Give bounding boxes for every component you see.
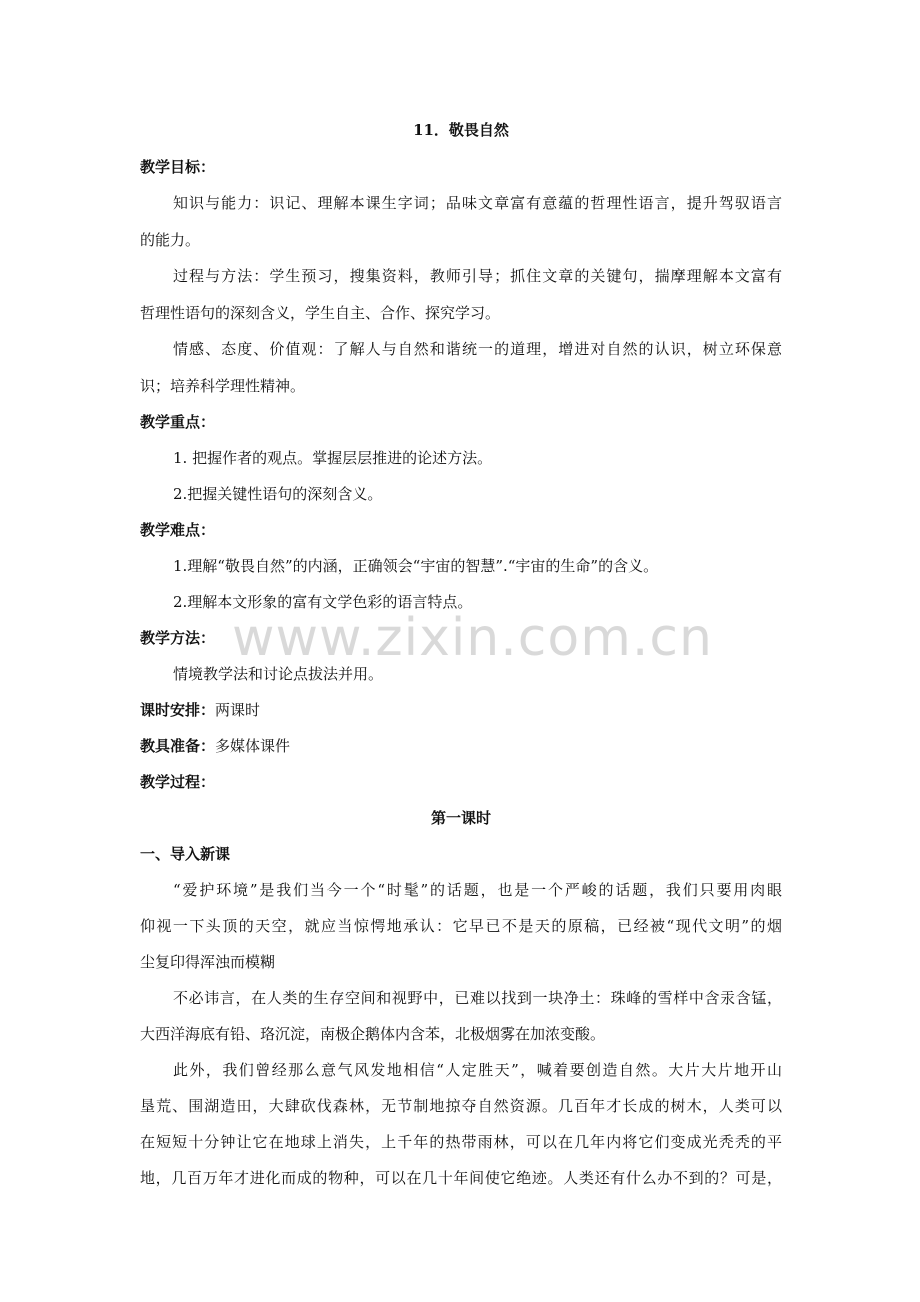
methods-heading: 教学方法： bbox=[140, 629, 216, 647]
goal-emotion-line1: 情感、态度、价值观：了解人与自然和谐统一的道理，增进对自然的认识，树立环保意 bbox=[173, 340, 782, 358]
intro-heading: 一、导入新课 bbox=[140, 845, 231, 863]
tools-value: 多媒体课件 bbox=[215, 737, 291, 755]
watermark: www.zixin.com.cn bbox=[232, 608, 713, 668]
tools-label: 教具准备： bbox=[140, 737, 216, 755]
paragraph3-line3: 在短短十分钟让它在地球上消失，上千年的热带雨林，可以在几年内将它们变成光秃秃的平 bbox=[140, 1133, 782, 1151]
key-points-heading: 教学重点： bbox=[140, 413, 216, 431]
paragraph3-line1: 此外，我们曾经那么意气风发地相信“人定胜天”，喊着要创造自然。大片大片地开山 bbox=[173, 1061, 782, 1079]
schedule-label: 课时安排： bbox=[140, 701, 216, 719]
lesson-heading: 第一课时 bbox=[430, 809, 491, 827]
paragraph1-line1: “爱护环境”是我们当今一个“时髦”的话题，也是一个严峻的话题，我们只要用肉眼 bbox=[173, 881, 782, 899]
paragraph1-line2: 仰视一下头顶的天空，就应当惊愕地承认：它早已不是天的原稿，已经被“现代文明”的烟 bbox=[140, 917, 782, 935]
methods-text: 情境教学法和讨论点拔法并用。 bbox=[173, 665, 384, 683]
difficulty-2: 2.理解本文形象的富有文学色彩的语言特点。 bbox=[173, 593, 473, 611]
paragraph2-line2: 大西洋海底有铅、珞沉淀，南极企鹅体内含苯，北极烟雾在加浓变酸。 bbox=[140, 1025, 606, 1043]
tools-line bbox=[140, 737, 290, 755]
goals-heading: 教学目标： bbox=[140, 158, 216, 176]
key-point-2: 2.把握关键性语句的深刻含义。 bbox=[173, 485, 383, 503]
goal-knowledge-line1: 知识与能力：识记、理解本课生字词；品味文章富有意蕴的哲理性语言，提升驾驭语言 bbox=[173, 194, 782, 212]
difficulty-1: 1.理解“敬畏自然”的内涵，正确领会“宇宙的智慧”.“宇宙的生命”的含义。 bbox=[173, 557, 659, 575]
paragraph2-line1: 不必讳言，在人类的生存空间和视野中，已难以找到一块净土：珠峰的雪样中含汞含锰， bbox=[173, 989, 782, 1007]
difficulties-heading: 教学难点： bbox=[140, 521, 216, 539]
goal-emotion-line2: 识；培养科学理性精神。 bbox=[140, 377, 306, 395]
process-heading: 教学过程： bbox=[140, 773, 216, 791]
schedule-value: 两课时 bbox=[215, 701, 261, 719]
paragraph3-line2: 垦荒、围湖造田，大肆砍伐森林，无节制地掠夺自然资源。几百年才长成的树木，人类可以 bbox=[140, 1097, 782, 1115]
goal-process-line2: 哲理性语句的深刻含义，学生自主、合作、探究学习。 bbox=[140, 304, 501, 322]
paragraph3-line4: 地，几百万年才进化而成的物种，可以在几十年间使它绝迹。人类还有什么办不到的？可是， bbox=[140, 1169, 782, 1187]
paragraph1-line3: 尘复印得浑浊而模糊 bbox=[140, 953, 276, 971]
key-point-1: 1. 把握作者的观点。掌握层层推进的论述方法。 bbox=[173, 449, 493, 467]
goal-process-line1: 过程与方法：学生预习，搜集资料，教师引导；抓住文章的关键句，揣摩理解本文富有 bbox=[173, 267, 782, 285]
page-title: 11．敬畏自然 bbox=[413, 121, 509, 139]
goal-knowledge-line2: 的能力。 bbox=[140, 231, 201, 249]
schedule-line bbox=[140, 701, 260, 719]
